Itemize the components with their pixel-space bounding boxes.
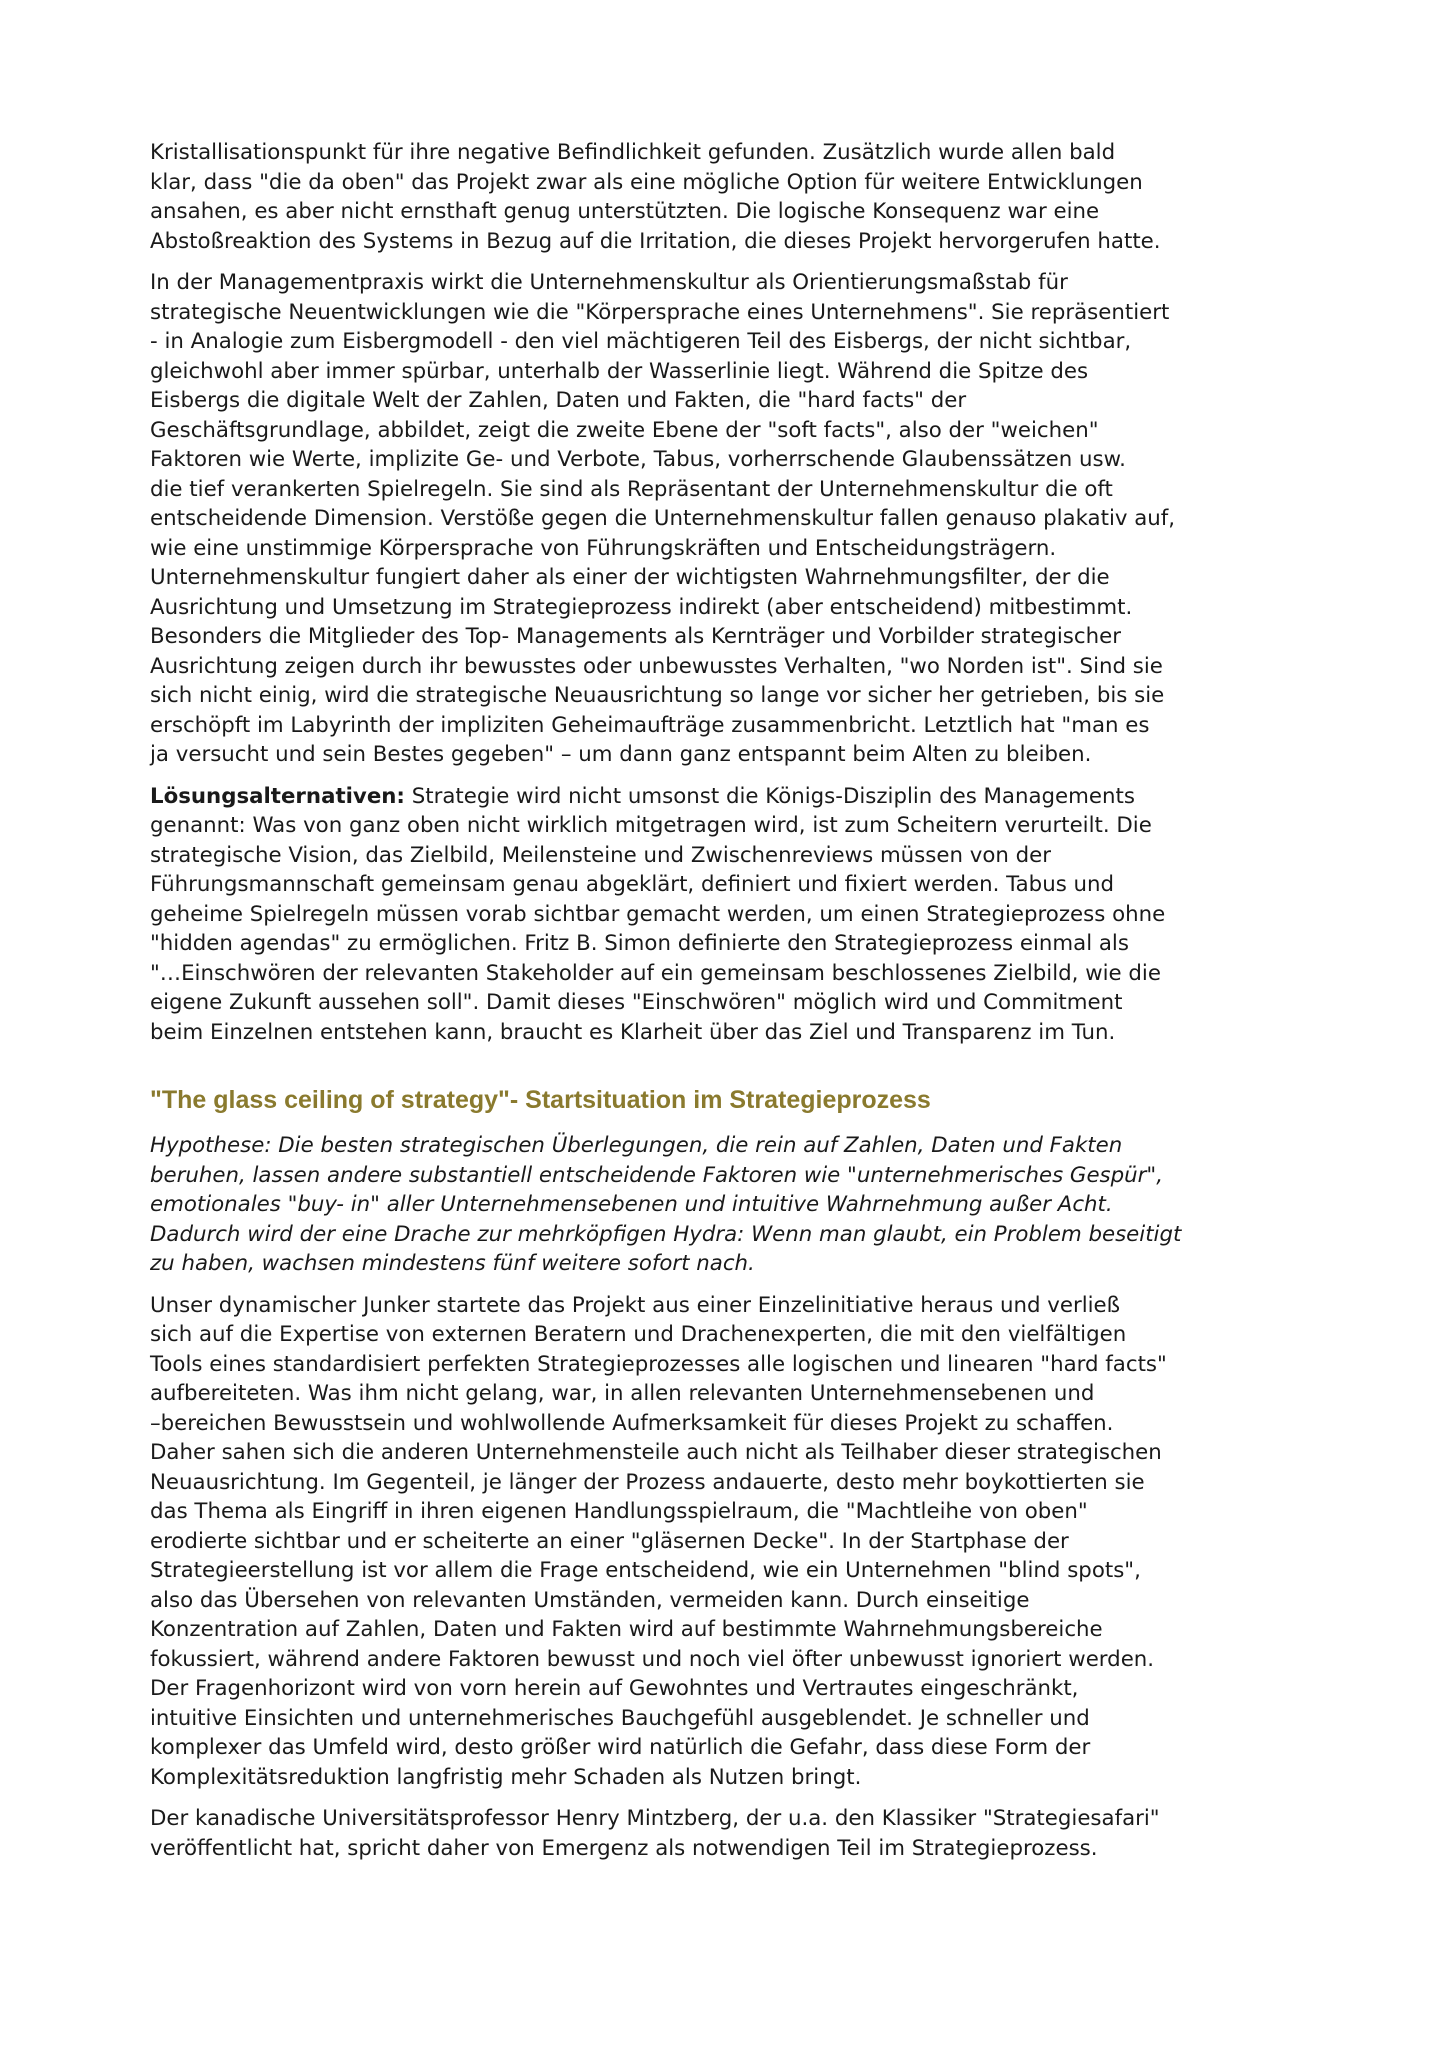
- lead-label: Lösungsalternativen:: [150, 783, 405, 809]
- text-line: Komplexitätsreduktion langfristig mehr Schaden als Nutzen bringt.: [150, 1764, 862, 1790]
- text-line: Konzentration auf Zahlen, Daten und Fakten wird auf bestimmte Wahrnehmungsbereiche: [150, 1617, 1103, 1642]
- text-line: Faktoren wie Werte, implizite Ge- und Verbote, Tabus, vorherrschende Glaubenssätzen usw.: [150, 447, 1126, 472]
- text-line: Dadurch wird der eine Drache zur mehrköpfigen Hydra: Wenn man glaubt, ein Problem beseitigt: [150, 1221, 1182, 1247]
- text-line: - in Analogie zum Eisbergmodell - den viel mächtigeren Teil des Eisbergs, der nicht sichtbar,: [150, 329, 1132, 354]
- text-line: Abstoßreaktion des Systems in Bezug auf die Irritation, die dieses Projekt hervorgerufen hatte.: [150, 228, 1161, 254]
- text-line: klar, dass "die da oben" das Projekt zwar als eine mögliche Option für weitere Entwicklungen: [150, 169, 1143, 195]
- text-line: Ausrichtung und Umsetzung im Strategieprozess indirekt (aber entscheidend) mitbestimmt.: [150, 594, 1133, 620]
- text-line: beruhen, lassen andere substantiell entscheidende Faktoren wie "unternehmerisches Gespür",: [150, 1162, 1163, 1188]
- text-line: ja versucht und sein Bestes gegeben" – um dann ganz entspannt beim Alten zu bleiben.: [150, 742, 1092, 767]
- text-line: geheime Spielregeln müssen vorab sichtbar gemacht werden, um einen Strategieprozess ohne: [150, 901, 1166, 927]
- text-line: Kristallisationspunkt für ihre negative Befindlichkeit gefunden. Zusätzlich wurde allen bald: [150, 140, 1116, 165]
- hypothesis-paragraph: [150, 1131, 1330, 1279]
- text-line: ansahen, es aber nicht ernsthaft genug unterstützten. Die logische Konsequenz war eine: [150, 199, 1100, 224]
- text-line: Unternehmenskultur fungiert daher als einer der wichtigsten Wahrnehmungsfilter, der die: [150, 565, 1110, 590]
- text-line: sich auf die Expertise von externen Beratern und Drachenexperten, die mit den vielfältigen: [150, 1322, 1127, 1347]
- text-line: Unser dynamischer Junker startete das Projekt aus einer Einzelinitiative heraus und verließ: [150, 1292, 1121, 1318]
- text-line: Daher sahen sich die anderen Unternehmensteile auch nicht als Teilhaber dieser strategischen: [150, 1440, 1162, 1465]
- text-line: In der Managementpraxis wirkt die Unternehmenskultur als Orientierungsmaßstab für: [150, 270, 1068, 295]
- text-line: entscheidende Dimension. Verstöße gegen die Unternehmenskultur fallen genauso plakativ auf,: [150, 506, 1176, 531]
- text-line: Besonders die Mitglieder des Top- Managements als Kernträger und Vorbilder strategischer: [150, 624, 1121, 649]
- text-line: das Thema als Eingriff in ihren eigenen Handlungsspielraum, die "Machtleihe von oben": [150, 1499, 1088, 1524]
- text-line: "hidden agendas" zu ermöglichen. Fritz B. Simon definierte den Strategieprozess einmal als: [150, 931, 1129, 956]
- text-line: also das Übersehen von relevanten Umständen, vermeiden kann. Durch einseitige: [150, 1587, 1030, 1613]
- document-page: [150, 138, 1330, 1875]
- text-line: eigene Zukunft aussehen soll". Damit dieses "Einschwören" möglich wird und Commitment: [150, 990, 1123, 1015]
- paragraph-junker: [150, 1291, 1330, 1793]
- text-line: beim Einzelnen entstehen kann, braucht es Klarheit über das Ziel und Transparenz im Tun.: [150, 1019, 1116, 1045]
- text-line: Eisbergs die digitale Welt der Zahlen, Daten und Fakten, die "hard facts" der: [150, 388, 967, 413]
- text-line: Tools eines standardisiert perfekten Strategieprozesses alle logischen und linearen "hard facts": [150, 1351, 1167, 1377]
- text-line: Strategieerstellung ist vor allem die Frage entscheidend, wie ein Unternehmen "blind spots",: [150, 1558, 1141, 1583]
- text-line: Der Fragenhorizont wird von vorn herein auf Gewohntes und Vertrautes eingeschränkt,: [150, 1676, 1079, 1701]
- text-line: emotionales "buy- in" aller Unternehmensebenen und intuitive Wahrnehmung außer Acht.: [150, 1192, 1113, 1217]
- section-heading: "The glass ceiling of strategy"- Startsituation im Strategieprozess: [150, 1086, 931, 1114]
- paragraph-managementpraxis: [150, 268, 1330, 770]
- text-line: veröffentlicht hat, spricht daher von Emergenz als notwendigen Teil im Strategieprozess.: [150, 1835, 1098, 1861]
- text-line: intuitive Einsichten und unternehmerisches Bauchgefühl ausgeblendet. Je schneller und: [150, 1705, 1090, 1731]
- text-line: –bereichen Bewusstsein und wohlwollende Aufmerksamkeit für dieses Projekt zu schaffen.: [150, 1410, 1114, 1436]
- text-line: Geschäftsgrundlage, abbildet, zeigt die zweite Ebene der "soft facts", also der "weichen": [150, 417, 1099, 443]
- text-line: fokussiert, während andere Faktoren bewusst und noch viel öfter unbewusst ignoriert werden.: [150, 1646, 1155, 1672]
- text-line: sich nicht einig, wird die strategische Neuausrichtung so lange vor sicher her getrieben, bis sie: [150, 683, 1165, 708]
- text-line: aufbereiteten. Was ihm nicht gelang, war, in allen relevanten Unternehmensebenen und: [150, 1381, 1095, 1406]
- text-line: genannt: Was von ganz oben nicht wirklich mitgetragen wird, ist zum Scheitern verurteilt. Die: [150, 813, 1152, 838]
- text-line: Der kanadische Universitätsprofessor Henry Mintzberg, der u.a. den Klassiker "Strategiesafari": [150, 1806, 1160, 1831]
- text-line: erodierte sichtbar und er scheiterte an einer "gläsernen Decke". In der Startphase der: [150, 1528, 1069, 1554]
- lead-rest: Strategie wird nicht umsonst die Königs-Disziplin des Managements: [404, 783, 1135, 809]
- text-line: zu haben, wachsen mindestens fünf weitere sofort nach.: [150, 1251, 755, 1276]
- paragraph-kristallisation: [150, 138, 1330, 256]
- text-line: Ausrichtung zeigen durch ihr bewusstes oder unbewusstes Verhalten, "wo Norden ist". Sind sie: [150, 653, 1163, 679]
- text-line: strategische Neuentwicklungen wie die "Körpersprache eines Unternehmens". Sie repräsentiert: [150, 299, 1170, 325]
- text-line: wie eine unstimmige Körpersprache von Führungskräften und Entscheidungsträgern.: [150, 535, 1057, 561]
- text-line: [150, 782, 1330, 812]
- text-line: komplexer das Umfeld wird, desto größer wird natürlich die Gefahr, dass diese Form der: [150, 1735, 1091, 1760]
- text-line: Führungsmannschaft gemeinsam genau abgeklärt, definiert und fixiert werden. Tabus und: [150, 872, 1115, 897]
- paragraph-loesungsalternativen: [150, 782, 1330, 1048]
- text-line: Neuausrichtung. Im Gegenteil, je länger der Prozess andauerte, desto mehr boykottierten sie: [150, 1469, 1145, 1495]
- text-line: erschöpft im Labyrinth der impliziten Geheimaufträge zusammenbricht. Letztlich hat "man es: [150, 712, 1150, 738]
- text-line: "…Einschwören der relevanten Stakeholder auf ein gemeinsam beschlossenes Zielbild, wie die: [150, 960, 1161, 986]
- paragraph-mintzberg: [150, 1804, 1330, 1863]
- text-line: die tief verankerten Spielregeln. Sie sind als Repräsentant der Unternehmenskultur die oft: [150, 476, 1113, 502]
- text-line: Hypothese: Die besten strategischen Überlegungen, die rein auf Zahlen, Daten und Fakten: [150, 1133, 1123, 1158]
- text-line: strategische Vision, das Zielbild, Meilensteine und Zwischenreviews müssen von der: [150, 842, 1052, 868]
- text-line: gleichwohl aber immer spürbar, unterhalb der Wasserlinie liegt. Während die Spitze des: [150, 358, 1089, 384]
